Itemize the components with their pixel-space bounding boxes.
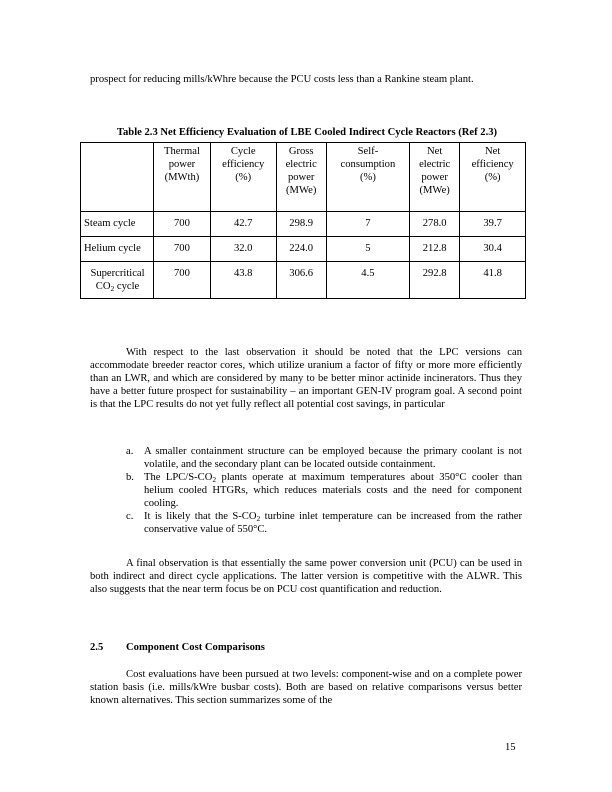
list-item <box>126 445 522 471</box>
row-label-line1: Supercritical <box>90 268 145 279</box>
list-item-text-sub: 2 <box>256 514 261 523</box>
paragraph-cost: Cost evaluations have been pursued at two levels: component-wise and on a complete power station basis (i.e. mills/kWre busbar costs). Both are based on relative comparisons versus better known alternatives. This section summarizes some of the <box>90 669 522 706</box>
list-item-text: A smaller containment structure can be employed because the primary coolant is not volatile, and the secondary plant can be located outside containment. <box>144 446 522 470</box>
header-net-efficiency <box>460 143 526 212</box>
header-text: electric <box>285 159 317 170</box>
section-heading <box>90 642 265 653</box>
cell-cycle-efficiency: 43.8 <box>210 262 276 299</box>
row-label-line2-pre: CO <box>95 281 111 292</box>
list-item <box>126 510 522 536</box>
header-text: (%) <box>235 172 252 183</box>
cell-self-consumption: 5 <box>326 237 409 262</box>
header-text: Net <box>427 146 443 157</box>
header-text: Net <box>485 146 501 157</box>
header-net-electric-power <box>409 143 459 212</box>
top-paragraph: prospect for reducing mills/kWhre because the PCU costs less than a Rankine steam plant. <box>90 74 474 85</box>
header-text: (MWe) <box>286 185 317 196</box>
table-header-row <box>81 143 526 212</box>
list-marker: c. <box>126 511 134 522</box>
section-number: 2.5 <box>90 642 104 653</box>
cell-thermal-power: 700 <box>154 212 211 237</box>
header-text: Gross <box>288 146 314 157</box>
row-label-line2-post: cycle <box>114 281 140 292</box>
cell-gross-electric-power: 306.6 <box>276 262 326 299</box>
cell-net-efficiency: 39.7 <box>460 212 526 237</box>
list-item-text-sub: 2 <box>212 475 217 484</box>
header-text: Self- <box>357 146 379 157</box>
list-marker: a. <box>126 446 134 457</box>
paragraph-lpc: With respect to the last observation it should be noted that the LPC versions can accommodate breeder reactor cores, which utilize uranium a factor of fifty or more more efficiently than an LWR, and which are considered by many to be better minor actinide incinerators. Thus they have a better future prospect for sustainability – an important GEN-IV program goal. A second point is that the LPC results do not yet fully reflect all potential cost savings, in particular <box>90 347 522 410</box>
cost-savings-list <box>126 445 522 536</box>
cell-cycle-efficiency: 32.0 <box>210 237 276 262</box>
paragraph-final: A final observation is that essentially the same power conversion unit (PCU) can be used in both indirect and direct cycle applications. The latter version is competitive with the ALWR. This also suggests that the near term focus be on PCU cost quantification and reduction. <box>90 558 522 595</box>
cell-gross-electric-power: 298.9 <box>276 212 326 237</box>
list-item-text-post: turbine inlet temperature can be increased from the rather conservative value of 550°C. <box>144 511 523 535</box>
cell-net-electric-power: 278.0 <box>409 212 459 237</box>
cell-net-electric-power: 212.8 <box>409 237 459 262</box>
header-cell-empty <box>81 143 154 212</box>
row-label-line2-sub: 2 <box>110 284 115 293</box>
row-label: Helium cycle <box>81 237 154 262</box>
table-row-helium-cycle <box>81 237 526 262</box>
cell-net-efficiency: 30.4 <box>460 237 526 262</box>
header-text: consumption <box>340 159 396 170</box>
header-text: (%) <box>484 172 501 183</box>
header-text: efficiency <box>222 159 265 170</box>
row-label: Steam cycle <box>81 212 154 237</box>
header-text: Thermal <box>164 146 200 157</box>
header-thermal-power <box>154 143 211 212</box>
cell-net-electric-power: 292.8 <box>409 262 459 299</box>
row-label <box>81 262 154 299</box>
header-gross-electric-power <box>276 143 326 212</box>
header-cycle-efficiency <box>210 143 276 212</box>
table-caption: Table 2.3 Net Efficiency Evaluation of LBE Cooled Indirect Cycle Reactors (Ref 2.3) <box>116 127 498 138</box>
section-title: Component Cost Comparisons <box>126 642 265 653</box>
list-item-text-pre: The LPC/S-CO <box>144 472 213 483</box>
table-row-steam-cycle <box>81 212 526 237</box>
header-text: (MWe) <box>419 185 450 196</box>
efficiency-table <box>80 142 526 299</box>
list-marker: b. <box>126 472 134 483</box>
cell-gross-electric-power: 224.0 <box>276 237 326 262</box>
cell-self-consumption: 7 <box>326 212 409 237</box>
header-text: Cycle <box>230 146 256 157</box>
header-text: electric <box>419 159 451 170</box>
header-text: efficiency <box>471 159 514 170</box>
cell-cycle-efficiency: 42.7 <box>210 212 276 237</box>
cell-thermal-power: 700 <box>154 262 211 299</box>
list-item-text-pre: It is likely that the S-CO <box>144 511 257 522</box>
header-self-consumption <box>326 143 409 212</box>
header-text: (MWth) <box>164 172 200 183</box>
list-item-text-post: plants operate at maximum temperatures about 350°C cooler than helium cooled HTGRs, which reduces materials costs and the need for component cooling. <box>144 472 522 509</box>
cell-thermal-power: 700 <box>154 237 211 262</box>
table-row-supercritical-co2-cycle <box>81 262 526 299</box>
header-text: power <box>421 172 448 183</box>
header-text: power <box>287 172 315 183</box>
page-number: 15 <box>505 742 516 753</box>
cell-net-efficiency: 41.8 <box>460 262 526 299</box>
header-text: power <box>168 159 196 170</box>
list-item <box>126 471 522 510</box>
header-text: (%) <box>359 172 376 183</box>
cell-self-consumption: 4.5 <box>326 262 409 299</box>
